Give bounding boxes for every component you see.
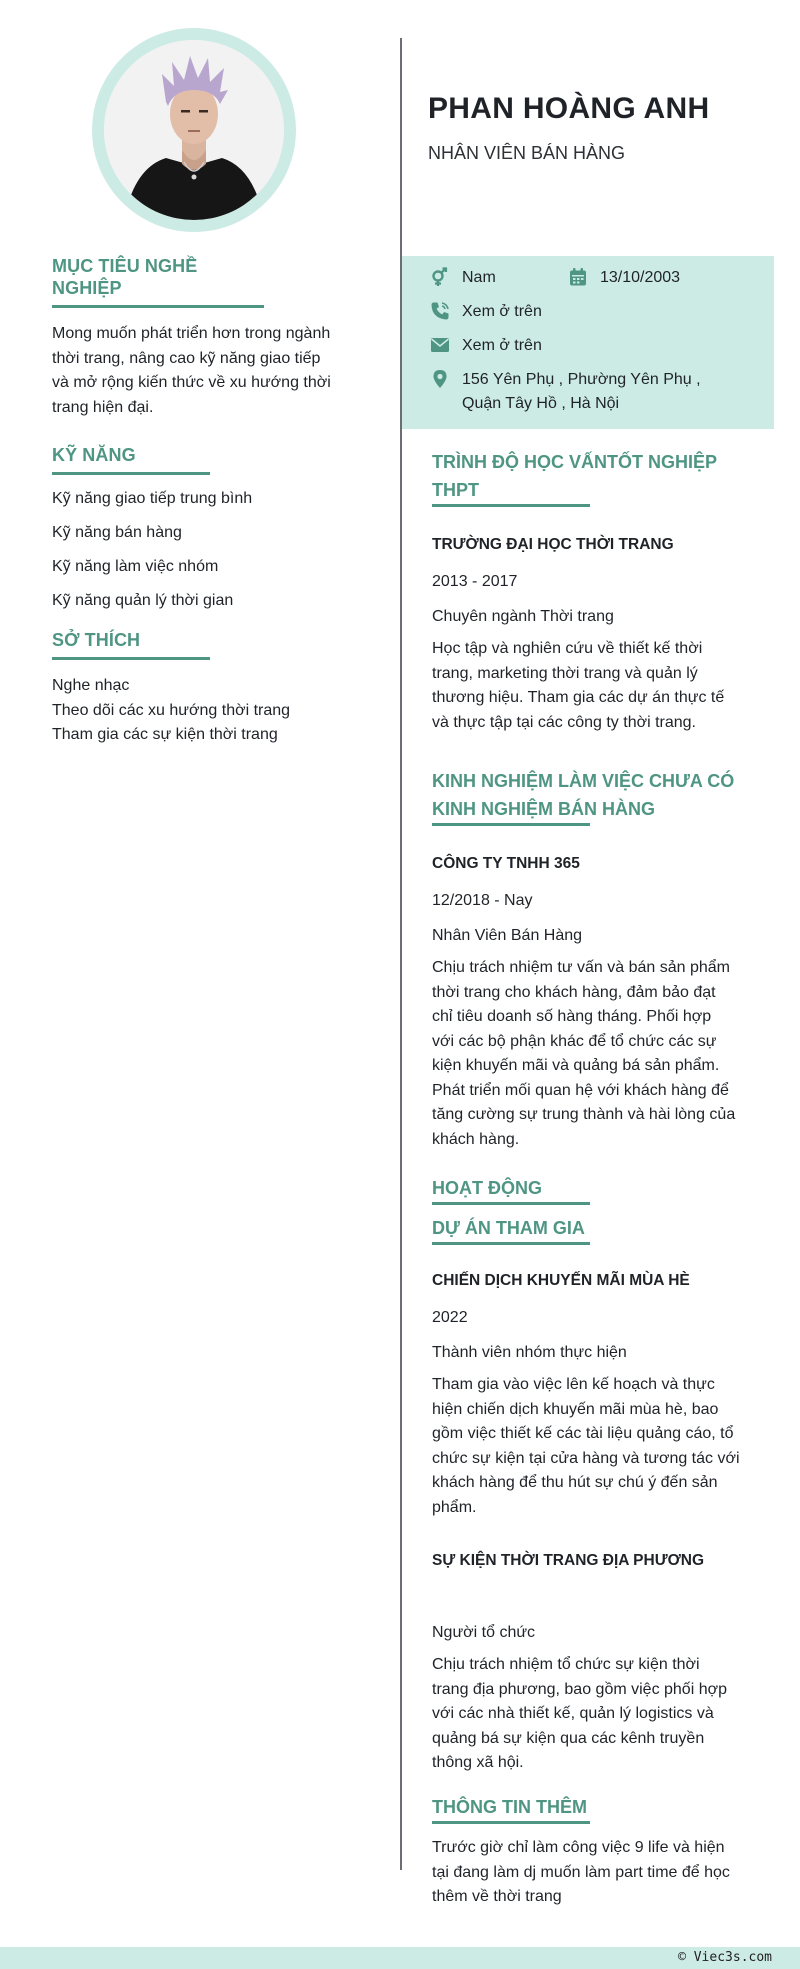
project-description — [432, 1653, 762, 1776]
extra-line: tại đang làm dj muốn làm part time để học — [432, 1863, 730, 1881]
experience-line: Chịu trách nhiệm tư vấn và bán sản phẩm — [432, 959, 730, 976]
candidate-role: NHÂN VIÊN BÁN HÀNG — [428, 143, 626, 163]
experience-title-line: KINH NGHIỆM LÀM VIỆC CHƯA CÓ — [432, 771, 735, 791]
phone-icon — [430, 301, 450, 321]
activities-section — [432, 1174, 762, 1205]
extra-description — [432, 1836, 762, 1910]
skills-section — [52, 444, 357, 611]
address-line: Quận Tây Hồ , Hà Nội — [462, 395, 620, 412]
contact-email — [430, 334, 542, 358]
objective-line: thời trang, nâng cao kỹ năng giao tiếp — [52, 349, 321, 367]
project-year: 2022 — [432, 1309, 468, 1326]
activities-title: HOẠT ĐỘNG — [432, 1178, 542, 1198]
hobby-item: Theo dõi các xu hướng thời trang — [52, 701, 291, 719]
experience-line: chỉ tiêu doanh số hàng tháng. Phối hợp — [432, 1008, 712, 1025]
education-major: Chuyên ngành Thời trang — [432, 608, 614, 625]
education-line: thương hiệu. Tham gia các dự án thực tế — [432, 689, 725, 706]
extra-line: thêm về thời trang — [432, 1888, 562, 1905]
objective-section — [52, 255, 357, 420]
skill-item: Kỹ năng làm việc nhóm — [52, 558, 219, 575]
contact-gender — [430, 266, 496, 290]
address-line: 156 Yên Phụ , Phường Yên Phụ , — [462, 371, 701, 388]
projects-underline — [432, 1242, 590, 1245]
education-description — [432, 637, 762, 735]
skills-title: KỸ NĂNG — [52, 444, 210, 475]
experience-line: với các bộ phận khác để tổ chức các sự — [432, 1032, 717, 1050]
education-title-line: TRÌNH ĐỘ HỌC VẤNTỐT NGHIỆP — [432, 452, 718, 472]
project-line: thông xã hội. — [432, 1754, 524, 1771]
objective-title: MỤC TIÊU NGHỀ NGHIỆP — [52, 255, 264, 308]
activities-underline — [432, 1202, 590, 1205]
project-line: gồm việc thiết kế các tài liệu quảng cáo, tổ — [432, 1425, 734, 1442]
experience-title — [432, 767, 762, 823]
education-period: 2013 - 2017 — [432, 573, 518, 590]
projects-section — [432, 1214, 762, 1776]
phone-value: Xem ở trên — [462, 303, 542, 320]
experience-line: tăng cường sự trung thành và hài lòng của — [432, 1106, 736, 1123]
avatar-photo — [104, 40, 284, 220]
experience-title-line: KINH NGHIỆM BÁN HÀNG — [432, 799, 655, 819]
email-value: Xem ở trên — [462, 337, 542, 354]
experience-section — [432, 767, 762, 1152]
extra-underline — [432, 1821, 590, 1824]
gender-value: Nam — [462, 269, 496, 286]
left-column — [52, 255, 357, 748]
objective-line: Mong muốn phát triển hơn trong ngành — [52, 325, 331, 342]
hobbies-section — [52, 629, 357, 748]
project-name: SỰ KIỆN THỜI TRANG ĐỊA PHƯƠNG — [432, 1552, 705, 1569]
experience-description — [432, 956, 762, 1152]
avatar — [92, 28, 296, 232]
project-line: Chịu trách nhiệm tổ chức sự kiện thời — [432, 1656, 700, 1673]
education-underline — [432, 504, 590, 507]
watermark: © Viec3s.com — [678, 1950, 772, 1965]
project-line: chức sự kiện tại cửa hàng và tương tác với — [432, 1449, 740, 1467]
skill-item: Kỹ năng giao tiếp trung bình — [52, 490, 253, 507]
extra-line: Trước giờ chỉ làm công việc 9 life và hiện — [432, 1839, 725, 1856]
skill-item: Kỹ năng bán hàng — [52, 524, 182, 541]
skill-item: Kỹ năng quản lý thời gian — [52, 592, 234, 609]
project-line: trang địa phương, bao gồm việc phối hợp — [432, 1680, 727, 1698]
project-line: Tham gia vào việc lên kế hoạch và thực — [432, 1376, 715, 1393]
project-role: Thành viên nhóm thực hiện — [432, 1344, 627, 1361]
hobby-item: Tham gia các sự kiện thời trang — [52, 726, 278, 743]
extra-title: THÔNG TIN THÊM — [432, 1797, 587, 1817]
location-icon — [430, 369, 450, 389]
project-line: khách hàng để thu hút sự chú ý đến sản — [432, 1474, 718, 1491]
hobby-item: Nghe nhạc — [52, 677, 130, 694]
birthday-value: 13/10/2003 — [600, 269, 681, 286]
gender-icon — [430, 267, 450, 287]
education-line: trang, marketing thời trang và quản lý — [432, 664, 698, 682]
project-description — [432, 1373, 762, 1520]
experience-line: thời trang cho khách hàng, đảm bảo đạt — [432, 983, 716, 1001]
extra-section — [432, 1793, 762, 1910]
footer-bar — [0, 1947, 800, 1969]
objective-line: trang hiện đại. — [52, 398, 154, 416]
company-name: CÔNG TY TNHH 365 — [432, 855, 580, 872]
projects-title: DỰ ÁN THAM GIA — [432, 1218, 585, 1238]
experience-line: khách hàng. — [432, 1130, 520, 1148]
contact-box — [402, 256, 774, 429]
school-name: TRƯỜNG ĐẠI HỌC THỜI TRANG — [432, 536, 674, 553]
experience-position: Nhân Viên Bán Hàng — [432, 927, 583, 944]
education-title-line: THPT — [432, 480, 479, 500]
email-icon — [430, 335, 450, 355]
project-role: Người tổ chức — [432, 1624, 536, 1641]
education-title — [432, 448, 762, 504]
experience-line: kiện khuyến mãi và quảng bá sản phẩm. — [432, 1057, 720, 1074]
candidate-name: PHAN HOÀNG ANH — [428, 92, 710, 125]
project-line: phẩm. — [432, 1498, 477, 1516]
calendar-icon — [568, 267, 588, 287]
education-line: và thực tập tại các công ty thời trang. — [432, 713, 696, 731]
contact-address — [430, 368, 701, 416]
project-line: quảng bá sự kiện qua các kênh truyền — [432, 1729, 705, 1747]
objective-line: và mở rộng kiến thức về xu hướng thời — [52, 374, 331, 391]
project-line: hiện chiến dịch khuyến mãi mùa hè, bao — [432, 1400, 719, 1418]
experience-period: 12/2018 - Nay — [432, 892, 533, 909]
project-name: CHIẾN DỊCH KHUYẾN MÃI MÙA HÈ — [432, 1272, 690, 1289]
education-line: Học tập và nghiên cứu về thiết kế thời — [432, 640, 703, 657]
experience-line: Phát triển mối quan hệ với khách hàng để — [432, 1081, 729, 1099]
contact-birthday — [568, 266, 680, 290]
education-section — [432, 448, 762, 735]
experience-underline — [432, 823, 590, 826]
project-line: với các nhà thiết kế, quản lý logistics và — [432, 1705, 714, 1722]
objective-text — [52, 322, 357, 420]
contact-phone — [430, 300, 542, 324]
hobbies-title: SỞ THÍCH — [52, 629, 210, 660]
